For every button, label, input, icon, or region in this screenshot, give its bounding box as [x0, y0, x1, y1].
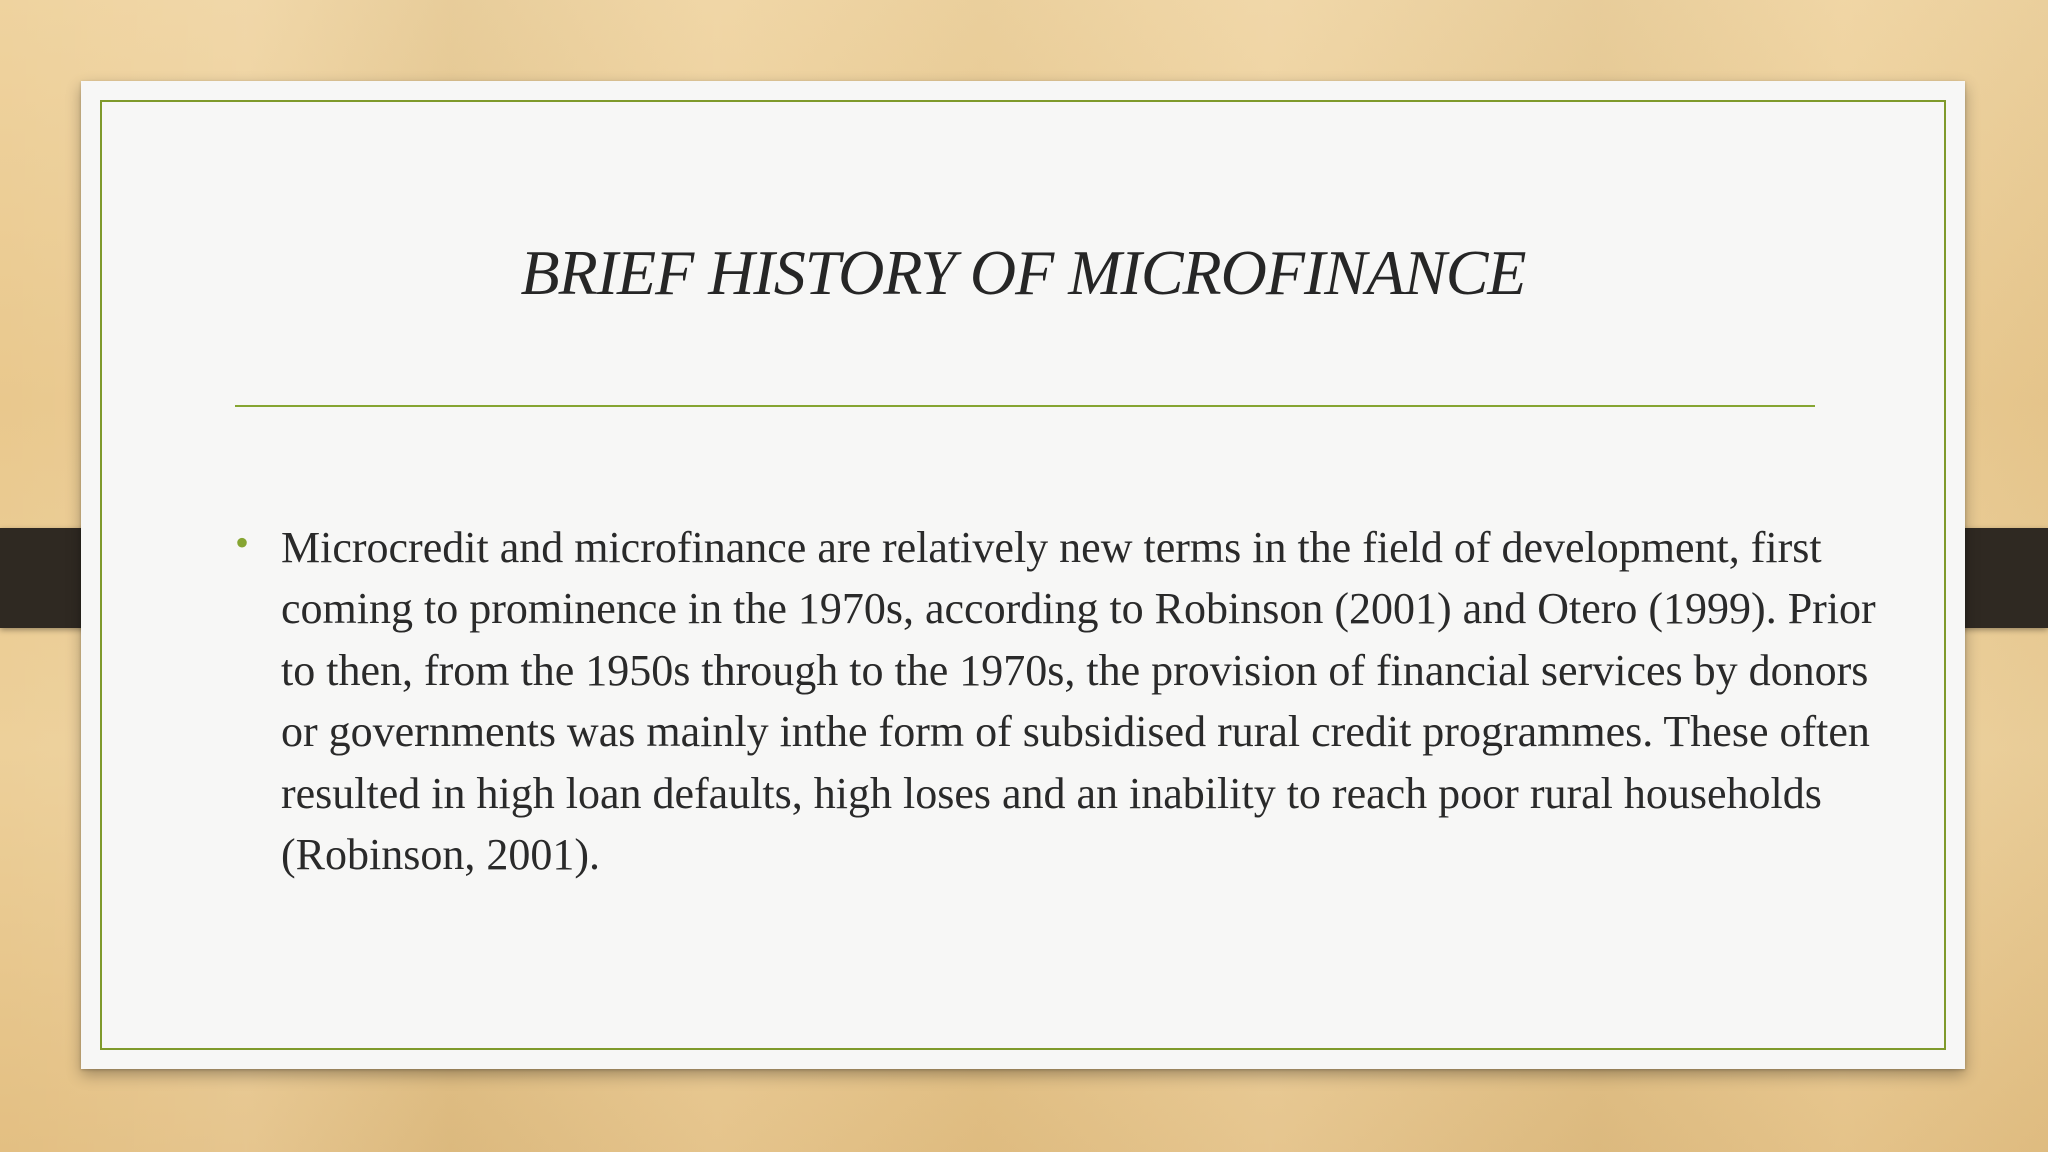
- slide-card: [81, 81, 1965, 1069]
- title-divider: [235, 405, 1815, 407]
- bullet-text: Microcredit and microfinance are relatively new terms in the field of development, first coming to prominence in the 1970s, according to Robinson (2001) and Otero (1999). Prior to then, from the 1950s through to the 1970s, the provision of financial services by donors or governments was mainly inthe form of subsidised rural credit programmes. These often resulted in high loan defaults, high loses and an inability to reach poor rural households (Robinson, 2001).: [281, 523, 1876, 880]
- bullet-icon: •: [235, 520, 250, 565]
- slide-title: BRIEF HISTORY OF MICROFINANCE: [520, 237, 1526, 308]
